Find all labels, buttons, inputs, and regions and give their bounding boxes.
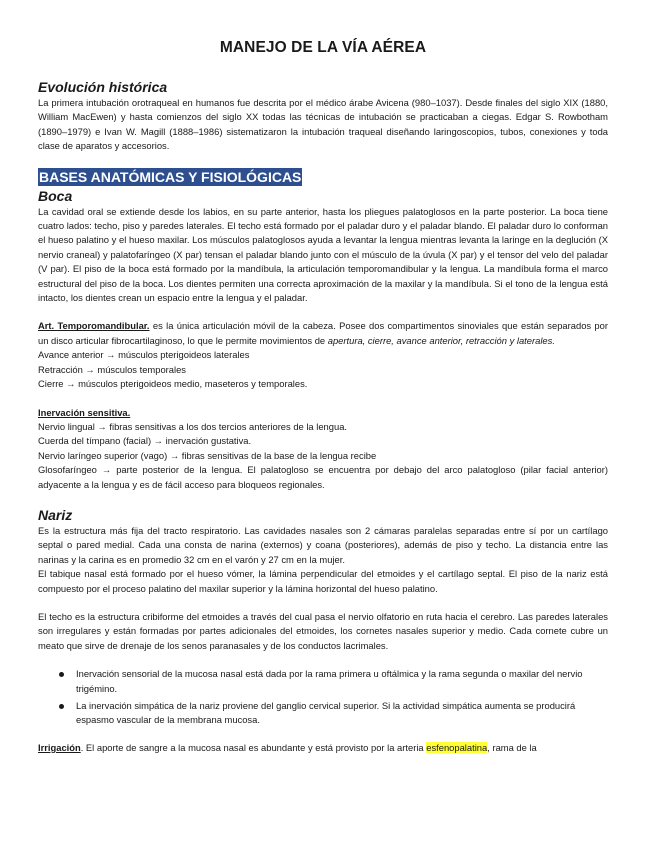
evolucion-paragraph: La primera intubación orotraqueal en humanos fue descrita por el médico árabe Avicena (980–1037). Desde finales del siglo XIX (1880, William MacEwen) y hasta comienzos del siglo XX todas las técnicas de intubación se practicaban a ciegas. Edgar S. Rowbotham (1890–1979) e Ivan W. Magill (1888–1986) sistematizaron la intubación traqueal diseñando laringoscopios, tubos, conexiones y toda clase de aparatos y accesorios. <box>38 97 608 152</box>
atm-line-3: Cierre → músculos pterigoideos medio, maseteros y temporales. <box>38 378 308 390</box>
document-page <box>38 38 608 755</box>
irrigacion-paragraph <box>38 741 608 755</box>
inervacion-line-3: Nervio laríngeo superior (vago) → fibras sensitivas de la base de la lengua recibe <box>38 449 377 461</box>
inervacion-label: Inervación sensitiva. <box>38 406 131 418</box>
atm-line-1: Avance anterior → músculos pterigoideos laterales <box>38 349 250 361</box>
bullet-icon <box>59 704 64 709</box>
irrigacion-highlight: esfenopalatina <box>426 741 488 753</box>
atm-text: es la única articulación móvil de la cabeza. Posee dos compartimentos sinoviales que están separados por un disco articular fibrocartilaginoso, lo que le permite movimientos de <box>38 320 608 346</box>
inervacion-last: Glosofaríngeo → parte posterior de la lengua. El palatogloso se encuentra por debajo del arco palatogloso (pilar facial anterior) adyacente a la lengua y es de fácil acceso para bloqueos regionales. <box>38 464 608 490</box>
inervacion-line-2: Cuerda del tímpano (facial) → inervación gustativa. <box>38 435 252 447</box>
atm-movements: apertura, cierre, avance anterior, retracción y laterales. <box>327 334 555 346</box>
nariz-heading: Nariz <box>38 506 73 523</box>
atm-label: Art. Temporomandibular. <box>38 320 150 332</box>
nariz-paragraph-2: El tabique nasal está formado por el hueso vómer, la lámina perpendicular del etmoides y el cartílago septal. El piso de la nariz está compuesto por el proceso palatino del maxilar superior y la lámina horizontal del hueso palatino. <box>38 568 608 594</box>
boca-heading: Boca <box>38 187 73 204</box>
atm-line-2: Retracción → músculos temporales <box>38 363 186 375</box>
nariz-paragraph-1: Es la estructura más fija del tracto respiratorio. Las cavidades nasales son 2 cámaras paralelas separadas entre sí por un cartílago septal o pared medial. Cada una consta de narina (externos) y coana (posteriores), además de piso y techo. La distancia entre las narinas y la carina es en promedio 32 cm en el varón y 27 cm en la mujer. <box>38 524 608 565</box>
evolucion-heading: Evolución histórica <box>38 79 168 95</box>
boca-paragraph: La cavidad oral se extiende desde los labios, en su parte anterior, hasta los pliegues palatoglosos en la parte posterior. La boca tiene cuatro lados: techo, piso y paredes laterales. El techo está formado por el paladar duro y el paladar blando. El paladar duro lo conforman el hueso palatino y el hueso maxilar. Los músculos palatoglosos ayuda a levantar la lengua mientras levanta la laringe en la deglución (X nervio craneal) y palatofaríngeo (X par) tensan el paladar blando junto con el músculo de la úvula (X par) y el tensor del velo del paladar (V par). El piso de la boca está formado por la mandíbula, la articulación temporomandibular y la lengua. La mandíbula forma el marco estructural del piso de la boca. Los dientes permiten una correcta aproximación de la maxilar y la mandíbula. Si el tono de la lengua está intacto, los dientes crean un espacio entre la lengua y el paladar. <box>38 205 608 304</box>
irrigacion-tail: , rama de la <box>487 741 537 753</box>
inervacion-line-1: Nervio lingual → fibras sensitivas a los dos tercios anteriores de la lengua. <box>38 420 348 432</box>
list-item: Inervación sensorial de la mucosa nasal está dada por la rama primera u oftálmica y la rama segunda o maxilar del nervio trigémino. <box>38 667 608 696</box>
irrigacion-text: . El aporte de sangre a la mucosa nasal es abundante y está provisto por la arteria <box>80 741 427 753</box>
bases-section-heading: BASES ANATÓMICAS Y FISIOLÓGICAS <box>39 168 302 185</box>
irrigacion-label: Irrigación <box>38 741 81 753</box>
nariz-paragraph-3: El techo es la estructura cribiforme del etmoides a través del cual pasa el nervio olfatorio en ruta hacia el cerebro. Las paredes laterales son irregulares y están formadas por partes adicionales del etmoides, los cornetes nasales superior y medio. Cada cornete cubre un meato que sirve de drenaje de los senos paranasales y de los conductos lacrimales. <box>38 610 608 651</box>
atm-paragraph <box>38 319 608 348</box>
nariz-bullet-list <box>38 667 608 728</box>
bullet-icon <box>59 672 64 677</box>
list-item: La inervación simpática de la nariz proviene del ganglio cervical superior. Si la actividad simpática aumenta se producirá espasmo vascular de la membrana mucosa. <box>38 699 608 728</box>
page-title: MANEJO DE LA VÍA AÉREA <box>219 39 427 56</box>
